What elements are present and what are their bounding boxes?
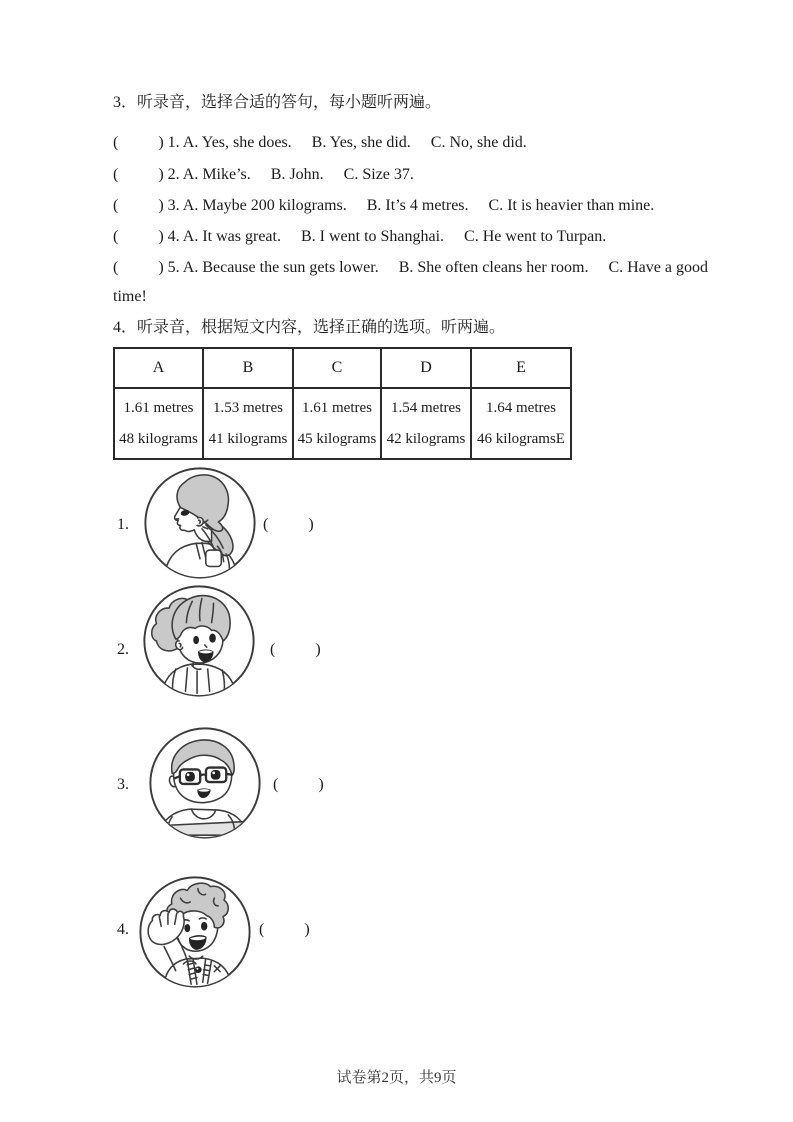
height-c: 1.61 metres (302, 399, 372, 416)
item-2-number: 2. (117, 641, 129, 658)
girl-side-ponytail-smiling-icon (141, 583, 257, 699)
table-header-b: B (203, 348, 293, 388)
answer-line-3: ( ) 3. A. Maybe 200 kilograms. B. It’s 4 metres. C. It is heavier than mine. (113, 197, 655, 214)
girl-profile-ponytail-overalls-icon (142, 465, 258, 581)
table-header-row (114, 348, 571, 388)
answer-line-4: ( ) 4. A. It was great. B. I went to Shanghai. C. He went to Turpan. (113, 228, 607, 245)
height-b: 1.53 metres (213, 399, 283, 416)
weight-d: 42 kilograms (386, 430, 466, 447)
answer-blank-2: ( ) (270, 641, 321, 658)
weight-e: 46 kilogramsE (477, 430, 565, 447)
item-1-number: 1. (117, 516, 129, 533)
answer-line-2: ( ) 2. A. Mike’s. B. John. C. Size 37. (113, 166, 414, 183)
answer-line-5-wrap: time! (113, 288, 147, 305)
answer-blank-1: ( ) (263, 516, 314, 533)
section3-heading: 3．听录音，选择合适的答句，每小题听两遍。 (113, 94, 442, 111)
weight-b: 41 kilograms (208, 430, 288, 447)
table-cell-b (203, 388, 293, 459)
table-header-e: E (471, 348, 571, 388)
item-4-number: 4. (117, 921, 129, 938)
height-e: 1.64 metres (486, 399, 556, 416)
weight-a: 48 kilograms (119, 430, 198, 447)
page-footer: 试卷第2页，共9页 (336, 1070, 457, 1086)
table-cell-d (381, 388, 471, 459)
table-data-row (114, 388, 571, 459)
boy-curly-hair-waving-icon (137, 874, 253, 990)
answer-line-1: ( ) 1. A. Yes, she does. B. Yes, she did. C. No, she did. (113, 134, 527, 151)
weight-c: 45 kilograms (297, 430, 377, 447)
answer-blank-3: ( ) (273, 776, 324, 793)
table-cell-c (293, 388, 381, 459)
height-weight-table (113, 347, 572, 460)
table-cell-a (114, 388, 203, 459)
boy-with-glasses-icon (147, 725, 263, 841)
answer-line-5: ( ) 5. A. Because the sun gets lower. B. She often cleans her room. C. Have a good (113, 259, 708, 276)
table-cell-e (471, 388, 571, 459)
section4-heading: 4．听录音，根据短文内容，选择正确的选项。听两遍。 (113, 319, 506, 336)
answer-blank-4: ( ) (259, 921, 310, 938)
table-header-a: A (114, 348, 203, 388)
table-header-d: D (381, 348, 471, 388)
height-a: 1.61 metres (123, 399, 194, 416)
table-header-c: C (293, 348, 381, 388)
height-d: 1.54 metres (391, 399, 461, 416)
item-3-number: 3. (117, 776, 129, 793)
